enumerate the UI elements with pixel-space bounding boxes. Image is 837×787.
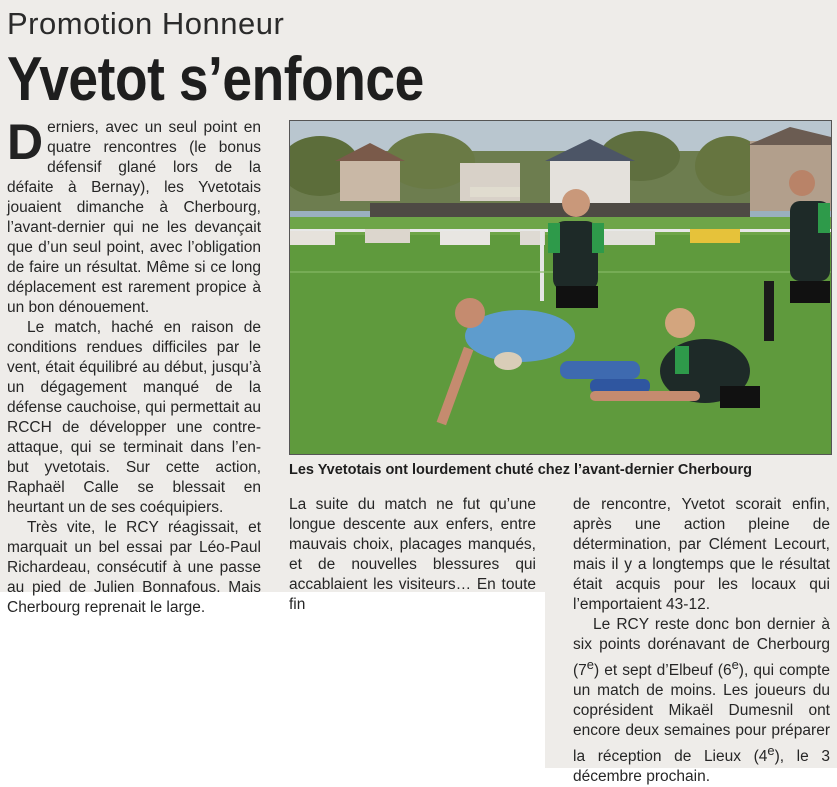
paragraph-6-text-a: Le RCY reste donc bon dernier à six points dorénavant de Cherbourg (7 bbox=[573, 616, 830, 680]
paragraph-4: La suite du match ne fut qu’une longue descente aux enfers, entre mauvais choix, placages manqués, et de nouvelles blessures qui accablaient les visiteurs… En toute fin bbox=[289, 496, 536, 613]
paragraph-3: Très vite, le RCY réagissait, et marquait un bel essai par Léo-Paul Richardeau, consécutif à une passe au pied de Julien Bonnafous. Mais Cherbourg reprenait le large. bbox=[7, 519, 261, 616]
article-column-1 bbox=[7, 114, 261, 618]
article-column-3 bbox=[573, 495, 830, 787]
blank-area bbox=[0, 592, 545, 768]
drop-cap: D bbox=[7, 114, 44, 170]
paragraph-6-text-d: ), le 3 décembre prochain. bbox=[573, 748, 830, 786]
ordinal-suffix: e bbox=[767, 743, 775, 759]
paragraph-6-text-b: ) et sept d’Elbeuf (6 bbox=[593, 662, 732, 680]
paragraph-6-text-c: ), qui compte un match de moins. Les joueurs du coprésident Mikaël Dumesnil ont encore deux semaines pour préparer la réception de Lieux (4 bbox=[573, 662, 830, 766]
paragraph-6 bbox=[573, 615, 830, 787]
paragraph-5: de rencontre, Yvetot scorait enfin, après une action pleine de détermination, par Clément Lecourt, mais il y a longtemps que le résultat était acquis pour les locaux qui l’emportaient 43-12. bbox=[573, 496, 830, 613]
photo-caption: Les Yvetotais ont lourdement chuté chez l’avant-dernier Cherbourg bbox=[289, 462, 753, 478]
rugby-match-photo bbox=[289, 120, 832, 455]
ordinal-suffix: e bbox=[586, 657, 594, 672]
paragraph-1 bbox=[7, 114, 261, 318]
paragraph-2: Le match, haché en raison de conditions rendues difficiles par le vent, était équilibré au début, jusqu’à un dégagement manqué de la défense cauchoise, qui permettait au RCCH de développer une contre-attaque, qui se terminait dans l’en-but yvetotais. Sur cette action, Raphaël Calle se blessait en heurtant un de ses coéquipiers. bbox=[7, 319, 261, 516]
article-column-2 bbox=[289, 495, 536, 615]
section-kicker: Promotion Honneur bbox=[7, 6, 285, 41]
paragraph-1-text: erniers, avec un seul point en quatre rencontres (le bonus défensif glané lors de la défaite à Bernay), les Yvetotais jouaient dimanche à Cherbourg, l’avant-dernier qui ne les devançait que d’un seul point, avec l’obligation de faire un résultat. Même si ce long déplacement est rarement propice à un bon dénouement. bbox=[7, 119, 261, 316]
headline: Yvetot s’enfonce bbox=[7, 45, 424, 114]
ordinal-suffix: e bbox=[731, 657, 739, 672]
